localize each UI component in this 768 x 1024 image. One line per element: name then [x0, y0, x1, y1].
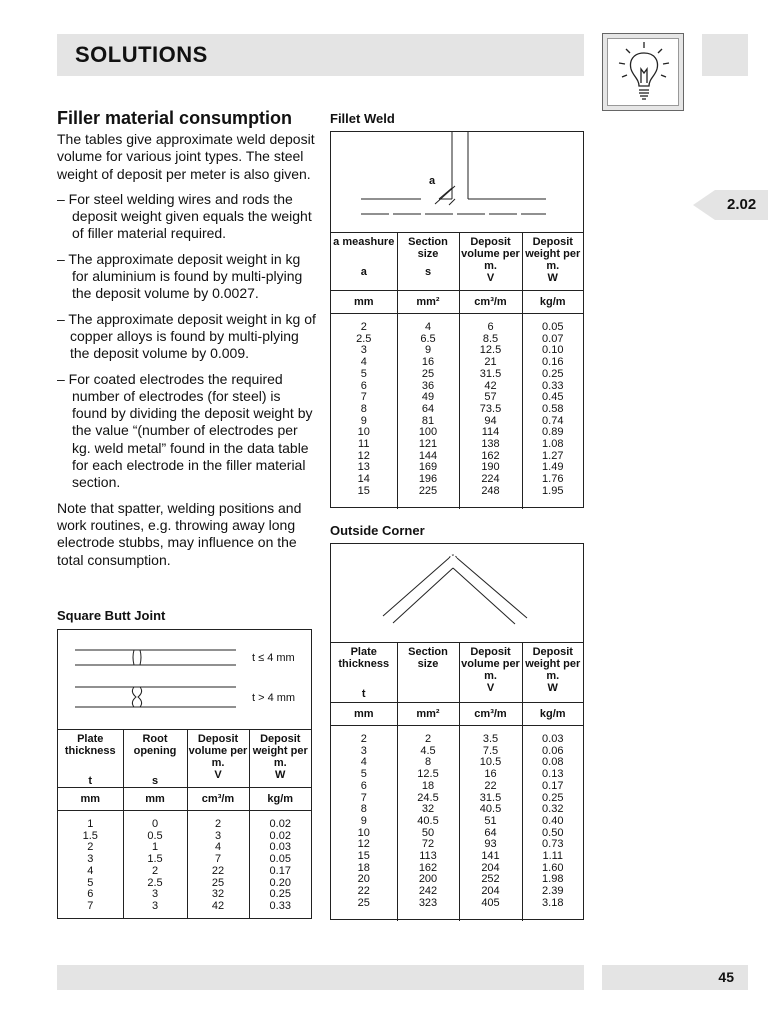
table-cell: 1	[87, 818, 94, 830]
table-cell: 22	[484, 779, 497, 792]
table-cell: 1.98	[542, 873, 564, 886]
table-cell: 2.5	[147, 876, 163, 889]
fillet-table	[330, 131, 584, 508]
butt-col-values	[187, 811, 249, 918]
table-cell: 0.74	[542, 414, 564, 427]
table-cell: 138	[481, 438, 500, 451]
corner-unit: mm	[331, 703, 397, 726]
table-cell: 0.02	[269, 818, 291, 830]
table-cell: 2.39	[542, 885, 564, 898]
corner-col-symbol: t	[361, 688, 366, 700]
table-cell: 0.17	[542, 779, 564, 792]
table-cell: 1.76	[542, 473, 564, 486]
table-cell: 8	[360, 803, 367, 816]
table-cell: 16	[484, 768, 497, 781]
table-cell: 4	[214, 841, 222, 854]
table-cell: 162	[481, 449, 500, 462]
table-cell: 0.02	[269, 829, 291, 842]
footer-page-box	[602, 965, 748, 990]
header-bar-right	[702, 34, 748, 76]
table-cell: 31.5	[479, 367, 502, 380]
table-cell: 25	[211, 876, 225, 889]
table-cell: 12.5	[417, 768, 439, 781]
fillet-col-values	[459, 314, 522, 509]
table-cell: 7.5	[482, 744, 499, 757]
butt-joint-diagram	[58, 630, 311, 730]
table-cell: 1.95	[542, 484, 564, 497]
butt-data-grid	[58, 729, 311, 918]
table-cell: 0.73	[542, 838, 564, 851]
table-cell: 3	[360, 744, 367, 757]
table-cell: 204	[481, 861, 500, 874]
fillet-col-header: a meashure	[333, 236, 395, 248]
fillet-col-symbol: s	[424, 266, 432, 278]
table-cell: 190	[481, 461, 500, 474]
header-bar	[57, 34, 584, 76]
lightbulb-icon	[608, 39, 680, 107]
bullet-item: – The approximate deposit weight in kg of copper alloys is found by multi-plying the deposit volume by 0.009.	[57, 310, 316, 362]
butt-col-symbol: s	[151, 775, 159, 787]
table-cell: 7	[87, 899, 94, 912]
table-cell: 7	[214, 853, 222, 866]
table-cell: 0.16	[542, 356, 564, 369]
table-cell: 25	[357, 896, 370, 909]
table-cell: 11	[358, 438, 370, 451]
table-cell: 36	[421, 379, 435, 392]
table-cell: 15	[357, 850, 370, 863]
table-cell: 121	[418, 438, 438, 451]
butt-unit: kg/m	[249, 788, 311, 811]
section-number: 2.02	[727, 196, 757, 213]
table-cell: 9	[424, 344, 432, 357]
corner-title: Outside Corner	[330, 523, 425, 538]
table-cell: 25	[421, 367, 435, 380]
table-cell: 4	[360, 756, 367, 769]
butt-title: Square Butt Joint	[57, 608, 166, 623]
butt-col-symbol: V	[214, 769, 222, 781]
table-cell: 72	[421, 838, 435, 851]
table-cell: 162	[418, 861, 438, 874]
table-cell: 0.40	[542, 814, 564, 827]
table-cell: 6	[87, 888, 94, 901]
intro-bullets	[57, 191, 319, 492]
table-cell: 15	[357, 484, 370, 497]
table-cell: 8	[360, 402, 367, 415]
table-cell: 1.60	[542, 861, 564, 874]
corner-col-values	[331, 726, 397, 921]
table-cell: 22	[357, 885, 370, 898]
fillet-col-symbol: V	[486, 272, 495, 284]
table-cell: 57	[484, 391, 497, 404]
table-cell: 196	[418, 473, 438, 486]
table-cell: 64	[421, 402, 435, 415]
table-cell: 4	[360, 356, 367, 369]
table-cell: 4	[87, 864, 94, 877]
table-cell: 6	[360, 779, 367, 792]
table-cell: 224	[481, 473, 500, 486]
butt-table	[57, 629, 312, 919]
table-cell: 1.08	[542, 438, 564, 451]
bullet-item: – For coated electrodes the required number of electrodes (for steel) is found by dividing the deposit weight by the value “(number of electrodes per kg. weld metal” found in the data table for each electrode in the filler material section.	[57, 370, 313, 491]
table-cell: 252	[481, 873, 500, 886]
table-cell: 0.13	[542, 768, 564, 781]
table-cell: 16	[421, 356, 435, 369]
table-cell: 10	[357, 426, 370, 439]
table-cell: 100	[418, 426, 438, 439]
table-cell: 0.05	[269, 853, 291, 866]
table-cell: 13	[357, 461, 370, 474]
table-cell: 3	[151, 899, 159, 912]
table-cell: 6	[360, 379, 367, 392]
table-cell: 31.5	[479, 791, 502, 804]
table-cell: 323	[418, 896, 438, 909]
table-cell: 2	[360, 321, 367, 333]
table-cell: 18	[357, 861, 370, 874]
table-cell: 1.27	[542, 449, 564, 462]
butt-thin-label: t ≤ 4 mm	[252, 652, 295, 664]
table-cell: 0.50	[542, 826, 564, 839]
table-cell: 42	[211, 899, 225, 912]
bullet-item: – For steel welding wires and rods the deposit weight given equals the weight of filler material required.	[57, 190, 312, 242]
butt-unit: cm³/m	[187, 788, 249, 811]
fillet-unit: mm²	[397, 291, 459, 314]
table-cell: 1.11	[542, 850, 564, 863]
table-cell: 40.5	[417, 814, 439, 827]
table-cell: 225	[418, 484, 438, 497]
corner-unit: mm²	[397, 703, 459, 726]
table-cell: 51	[484, 814, 497, 827]
table-cell: 14	[357, 473, 370, 486]
table-cell: 0.25	[542, 791, 564, 804]
table-cell: 0.17	[269, 864, 291, 877]
table-cell: 4	[424, 321, 432, 333]
table-cell: 0.89	[542, 426, 564, 439]
table-cell: 0.08	[542, 756, 564, 769]
table-cell: 32	[211, 888, 225, 901]
corner-data-grid	[331, 642, 583, 921]
table-cell: 3.5	[482, 733, 499, 745]
table-cell: 50	[421, 826, 435, 839]
butt-col-values	[123, 811, 187, 918]
table-cell: 49	[421, 391, 435, 404]
intro-title: Filler material consumption	[57, 108, 293, 128]
section-tab	[693, 190, 768, 220]
table-cell: 12	[357, 838, 370, 851]
corner-col-values	[397, 726, 459, 921]
table-cell: 0	[151, 818, 159, 830]
corner-col-values	[459, 726, 522, 921]
table-cell: 6	[487, 321, 494, 333]
butt-unit: mm	[58, 788, 123, 811]
table-cell: 73.5	[479, 402, 502, 415]
table-cell: 8.5	[482, 332, 499, 345]
table-cell: 0.45	[542, 391, 564, 404]
table-cell: 3	[360, 344, 367, 357]
fillet-col-header: Deposit weight per m.	[525, 236, 581, 272]
table-cell: 0.07	[542, 332, 564, 345]
fillet-col-values	[397, 314, 459, 509]
table-cell: 200	[418, 873, 438, 886]
table-cell: 3	[151, 888, 159, 901]
fillet-weld-diagram	[331, 132, 583, 232]
table-cell: 0.06	[542, 744, 564, 757]
intro-text	[57, 108, 319, 577]
table-cell: 242	[418, 885, 438, 898]
corner-col-header: Section size	[408, 646, 448, 670]
table-cell: 21	[484, 356, 497, 369]
butt-unit: mm	[123, 788, 187, 811]
corner-col-symbol: V	[486, 682, 495, 694]
table-cell: 42	[484, 379, 497, 392]
corner-table	[330, 543, 584, 920]
table-cell: 7	[360, 391, 367, 404]
fillet-col-values	[331, 314, 397, 509]
table-cell: 2	[360, 733, 367, 745]
butt-col-header: Plate thickness	[64, 733, 116, 757]
footer-bar	[57, 965, 584, 990]
table-cell: 10	[357, 826, 370, 839]
intro-note: Note that spatter, welding positions and work routines, e.g. throwing away long electrode stubbs, may influence on the total consumption.	[57, 499, 302, 568]
fillet-unit: cm³/m	[459, 291, 522, 314]
table-cell: 2	[424, 733, 432, 745]
table-cell: 114	[481, 426, 500, 439]
table-cell: 24.5	[417, 791, 439, 804]
fillet-title: Fillet Weld	[330, 111, 395, 126]
table-cell: 18	[421, 779, 435, 792]
table-cell: 248	[481, 484, 500, 497]
table-cell: 6.5	[420, 332, 436, 345]
table-cell: 93	[484, 838, 497, 851]
lightbulb-box	[602, 33, 684, 111]
table-cell: 1	[151, 841, 159, 854]
table-cell: 2	[87, 841, 94, 854]
table-cell: 40.5	[479, 803, 502, 816]
fillet-unit: mm	[331, 291, 397, 314]
fillet-col-header: Section size	[408, 236, 448, 260]
table-cell: 1.5	[147, 853, 163, 866]
butt-col-header: Deposit volume per m.	[188, 733, 248, 769]
table-cell: 2	[214, 818, 222, 830]
table-cell: 204	[481, 885, 500, 898]
table-cell: 0.58	[542, 402, 564, 415]
butt-col-values	[58, 811, 123, 918]
table-cell: 2.5	[356, 332, 372, 345]
fillet-data-grid	[331, 232, 583, 509]
table-cell: 1.49	[542, 461, 564, 474]
fillet-col-symbol: W	[547, 272, 558, 284]
table-cell: 9	[360, 414, 367, 427]
fillet-col-header: Deposit volume per m.	[461, 236, 520, 272]
table-cell: 5	[87, 876, 94, 889]
table-cell: 5	[360, 367, 367, 380]
butt-col-header: Root opening	[133, 733, 177, 757]
table-cell: 0.33	[542, 379, 564, 392]
table-cell: 3	[87, 853, 94, 866]
table-cell: 94	[484, 414, 497, 427]
table-cell: 2	[151, 864, 159, 877]
butt-col-symbol: t	[88, 775, 93, 787]
table-cell: 0.25	[269, 888, 291, 901]
table-cell: 0.25	[542, 367, 564, 380]
table-cell: 3.18	[542, 896, 564, 909]
fillet-col-symbol: a	[360, 266, 367, 278]
table-cell: 144	[418, 449, 438, 462]
table-cell: 22	[211, 864, 225, 877]
table-cell: 113	[419, 850, 437, 863]
corner-col-symbol: W	[547, 682, 558, 694]
table-cell: 1.5	[82, 829, 98, 842]
outside-corner-diagram	[331, 544, 583, 644]
table-cell: 9	[360, 814, 367, 827]
table-cell: 32	[421, 803, 435, 816]
table-cell: 0.03	[542, 733, 564, 745]
corner-col-header: Plate thickness	[338, 646, 390, 670]
table-cell: 0.20	[269, 876, 291, 889]
page-title: SOLUTIONS	[75, 42, 208, 67]
table-cell: 10.5	[479, 756, 502, 769]
table-cell: 141	[481, 850, 500, 863]
table-cell: 64	[484, 826, 497, 839]
butt-col-header: Deposit weight per m.	[252, 733, 308, 769]
corner-unit: kg/m	[522, 703, 583, 726]
table-cell: 81	[421, 414, 435, 427]
fillet-a-label: a	[429, 175, 436, 187]
corner-col-header: Deposit volume per m.	[461, 646, 520, 682]
corner-col-values	[522, 726, 583, 921]
intro-paragraph: The tables give approximate weld deposit volume for various joint types. The steel weight of deposit per meter is also given.	[57, 131, 315, 182]
corner-unit: cm³/m	[459, 703, 522, 726]
table-cell: 0.33	[269, 899, 291, 912]
fillet-unit: kg/m	[522, 291, 583, 314]
table-cell: 12	[357, 449, 370, 462]
table-cell: 0.05	[542, 321, 564, 333]
butt-col-symbol: W	[275, 769, 286, 781]
fillet-col-values	[522, 314, 583, 509]
table-cell: 5	[360, 768, 367, 781]
butt-thick-label: t > 4 mm	[252, 692, 296, 704]
table-cell: 3	[214, 829, 222, 842]
table-cell: 4.5	[420, 744, 436, 757]
table-cell: 0.5	[147, 829, 163, 842]
table-cell: 7	[360, 791, 367, 804]
table-cell: 0.10	[542, 344, 564, 357]
table-cell: 8	[424, 756, 432, 769]
bullet-item: – The approximate deposit weight in kg for aluminium is found by multi-plying the deposit volume by 0.0027.	[57, 250, 303, 302]
table-cell: 20	[357, 873, 370, 886]
table-cell: 405	[481, 896, 500, 909]
table-cell: 12.5	[479, 344, 502, 357]
table-cell: 169	[418, 461, 438, 474]
corner-col-header: Deposit weight per m.	[525, 646, 581, 682]
table-cell: 0.03	[269, 841, 291, 854]
page-number: 45	[718, 969, 734, 985]
table-cell: 0.32	[542, 803, 564, 816]
butt-col-values	[249, 811, 311, 918]
